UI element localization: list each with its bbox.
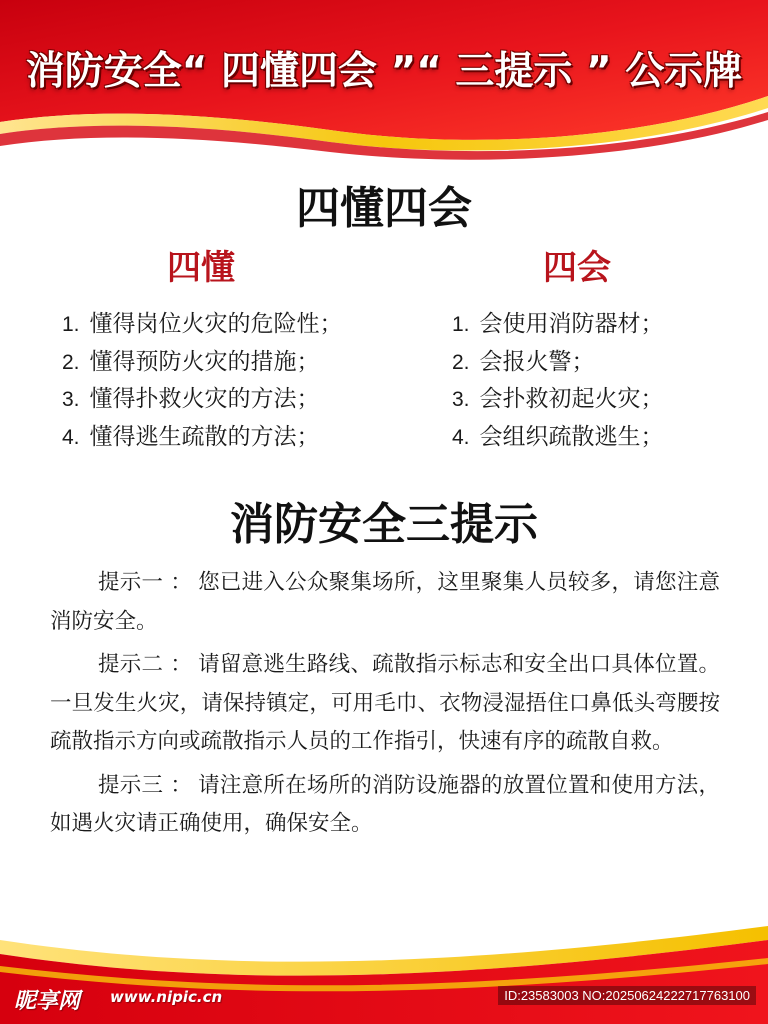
tip-text: 请留意逃生路线、疏散指示标志和安全出口具体位置。一旦发生火灾，请保持镇定，可用毛巾、衣物浸湿捂住口鼻低头弯腰按疏散指示方向或疏散指示人员的工作指引，快速有序的疏散自救。: [50, 652, 720, 754]
watermark-id: ID:23583003 NO:20250624222717763100: [498, 986, 756, 1005]
tip-label: 提示三 ：: [98, 772, 193, 798]
watermark-logo: 昵享网: [14, 989, 81, 1014]
tips-block: [50, 564, 720, 849]
tip-label: 提示一 ：: [98, 570, 193, 595]
header-banner: [0, 0, 768, 170]
item-text: 会组织疏散逃生；: [479, 423, 664, 450]
list-item: [62, 306, 343, 344]
four-understand-list: [62, 306, 343, 456]
list-item: [452, 381, 664, 419]
item-number: 2.: [62, 350, 80, 374]
four-can-list: [452, 306, 664, 456]
tip-label: 提示二 ：: [98, 652, 193, 677]
tip-text: 请注意所在场所的消防设施器的放置位置和使用方法，如遇火灾请正确使用，确保安全。: [50, 772, 720, 836]
four-four-title: 四懂四会: [296, 183, 472, 234]
item-text: 会使用消防器材；: [479, 311, 664, 337]
list-item: [452, 344, 664, 382]
tip-paragraph: [50, 646, 720, 762]
tip-paragraph: [50, 767, 720, 844]
list-item: [452, 306, 664, 344]
watermark-url: www.nipic.cn: [110, 988, 223, 1006]
item-text: 懂得逃生疏散的方法；: [89, 423, 320, 450]
page-title: 消防安全“ 四懂四会 ”“ 三提示 ” 公示牌: [25, 49, 743, 94]
four-understand-heading: 四懂: [167, 248, 235, 288]
list-item: [62, 381, 343, 419]
item-number: 1.: [62, 313, 80, 336]
three-tips-title: 消防安全三提示: [230, 499, 538, 550]
item-number: 1.: [452, 313, 470, 336]
item-number: 3.: [62, 388, 80, 411]
item-text: 会扑救初起火灾；: [479, 386, 664, 412]
four-can-heading: 四会: [543, 248, 611, 288]
list-item: [62, 344, 343, 382]
tip-text: 您已进入公众聚集场所，这里聚集人员较多，请您注意消防安全。: [50, 570, 720, 634]
tip-paragraph: [50, 564, 720, 641]
item-number: 4.: [62, 425, 80, 449]
list-item: [452, 419, 664, 457]
item-number: 2.: [452, 350, 470, 374]
item-text: 会报火警；: [479, 348, 595, 375]
item-text: 懂得预防火灾的措施；: [89, 348, 320, 375]
item-text: 懂得扑救火灾的方法；: [89, 386, 320, 412]
list-item: [62, 419, 343, 457]
item-text: 懂得岗位火灾的危险性；: [89, 311, 343, 337]
item-number: 4.: [452, 425, 470, 449]
item-number: 3.: [452, 388, 470, 411]
